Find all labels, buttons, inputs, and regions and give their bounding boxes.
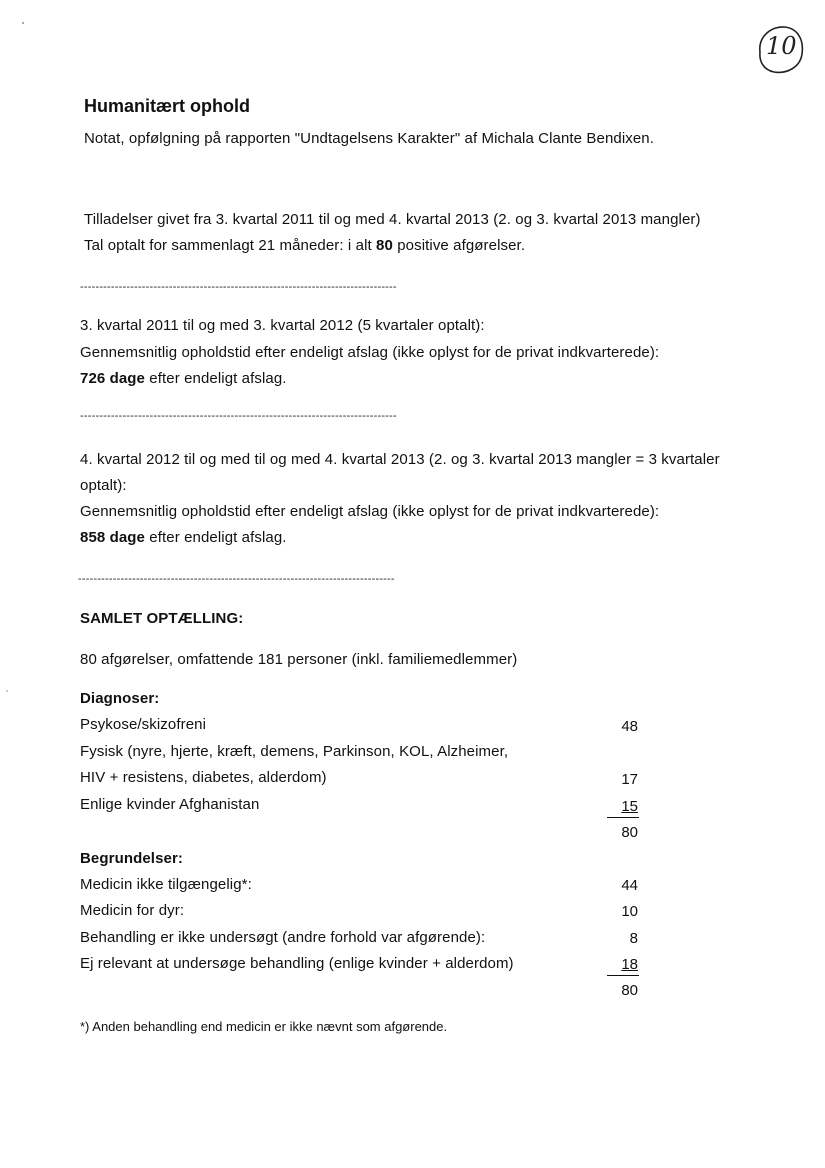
- scan-speck: [22, 22, 24, 24]
- intro-line-2-pre: Tal optalt for sammenlagt 21 måneder: i alt: [84, 237, 377, 254]
- section1-line-2: Gennemsnitlig opholdstid efter endeligt afslag (ikke oplyst for de privat indkvarterede):: [80, 344, 660, 361]
- section1-days: 726 dage: [80, 370, 146, 387]
- reason-value: 8: [629, 930, 638, 947]
- section2-days: 858 dage: [80, 529, 146, 546]
- diagnosis-label: Enlige kvinder Afghanistan: [80, 796, 260, 813]
- separator: ----------------------------------------------------------------------------------: [78, 573, 395, 585]
- reasons-sum: 80: [621, 982, 638, 999]
- intro-line-2: [84, 237, 525, 254]
- section2-line-3-post: efter endeligt afslag.: [145, 529, 287, 546]
- diagnosis-label: Psykose/skizofreni: [80, 716, 207, 733]
- footnote: *) Anden behandling end medicin er ikke nævnt som afgørende.: [80, 1019, 448, 1034]
- separator: ----------------------------------------------------------------------------------: [80, 281, 397, 293]
- page-title: Humanitært ophold: [84, 96, 250, 116]
- section2-line-1b: optalt):: [80, 477, 127, 494]
- subtitle: Notat, opfølgning på rapporten "Undtagelsens Karakter" af Michala Clante Bendixen.: [84, 130, 655, 147]
- reason-label: Behandling er ikke undersøgt (andre forhold var afgørende):: [80, 929, 486, 946]
- diagnosis-value: 48: [621, 718, 638, 735]
- reason-label: Ej relevant at undersøge behandling (enlige kvinder + alderdom): [80, 955, 514, 972]
- total-summary: 80 afgørelser, omfattende 181 personer (inkl. familiemedlemmer): [80, 651, 518, 668]
- section2-line-1: 4. kvartal 2012 til og med til og med 4. kvartal 2013 (2. og 3. kvartal 2013 mangler = 3 kvartaler: [80, 451, 720, 468]
- intro-count: 80: [376, 237, 393, 254]
- diagnosis-value: 17: [621, 771, 638, 788]
- intro-line-2-post: positive afgørelser.: [392, 237, 526, 254]
- diagnosis-label: HIV + resistens, diabetes, alderdom): [80, 769, 327, 786]
- reason-label: Medicin for dyr:: [80, 902, 185, 919]
- reason-label: Medicin ikke tilgængelig*:: [80, 876, 252, 893]
- section1-line-3: [80, 370, 287, 387]
- total-heading: SAMLET OPTÆLLING:: [80, 610, 244, 627]
- page-number-stamp: [754, 22, 806, 76]
- separator: ----------------------------------------------------------------------------------: [80, 410, 397, 422]
- reason-value: 10: [621, 903, 638, 920]
- page-number: 10: [766, 32, 797, 60]
- intro-line-1: Tilladelser givet fra 3. kvartal 2011 til og med 4. kvartal 2013 (2. og 3. kvartal 2013 mangler): [84, 211, 701, 228]
- reasons-heading: Begrundelser:: [80, 850, 183, 867]
- reasons-sum-rule: [607, 975, 639, 976]
- diagnoses-heading: Diagnoser:: [80, 690, 160, 707]
- section2-line-3: [80, 529, 287, 546]
- diagnoses-sum: 80: [621, 824, 638, 841]
- section2-line-2: Gennemsnitlig opholdstid efter endeligt afslag (ikke oplyst for de privat indkvarterede):: [80, 503, 660, 520]
- reason-value: 44: [621, 877, 638, 894]
- scan-speck: [6, 690, 8, 692]
- diagnosis-label: Fysisk (nyre, hjerte, kræft, demens, Parkinson, KOL, Alzheimer,: [80, 743, 509, 760]
- section1-line-1: 3. kvartal 2011 til og med 3. kvartal 2012 (5 kvartaler optalt):: [80, 317, 485, 334]
- section1-line-3-post: efter endeligt afslag.: [145, 370, 287, 387]
- reason-value: 18: [621, 956, 638, 973]
- diagnosis-value: 15: [621, 798, 638, 815]
- diagnoses-sum-rule: [607, 817, 639, 818]
